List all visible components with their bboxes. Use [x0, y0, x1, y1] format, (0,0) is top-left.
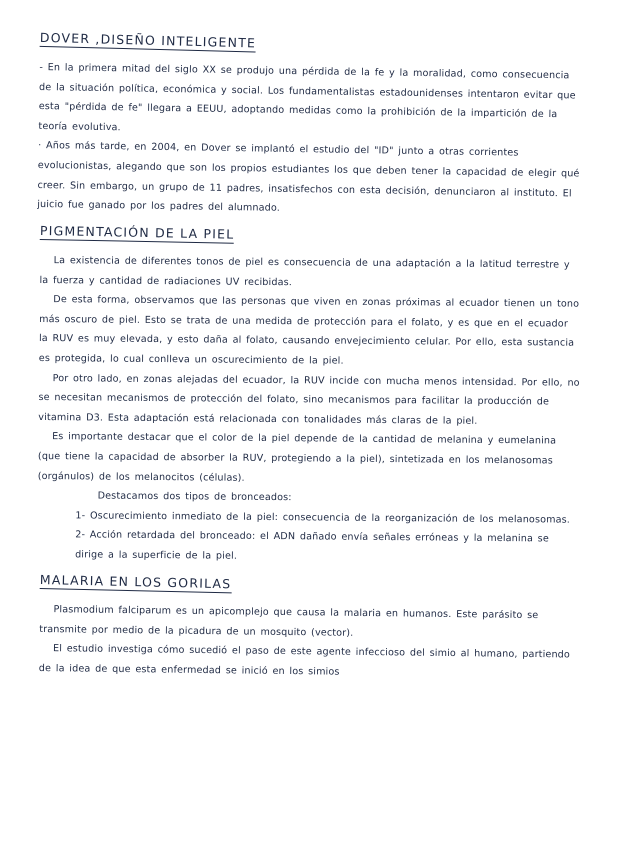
paragraph: El estudio investiga cómo sucedió el paso de este agente infeccioso del simio al humano, partiendo de la idea de que esta enfermedad se inició en los simios: [38, 643, 571, 678]
section-title-malaria: MALARIA EN LOS GORILAS: [39, 572, 232, 592]
paragraph: La existencia de diferentes tonos de piel es consecuencia de una adaptación a la latitud terrestre y la fuerza y cantidad de radiaciones UV recibidas.: [39, 254, 570, 288]
section-malaria: [39, 570, 582, 685]
paragraph: Destacamos dos tipos de bronceados:: [97, 490, 292, 504]
paragraph: Por otro lado, en zonas alejadas del ecuador, la RUV incide con mucha menos intensidad. Por ello, no se necesitan mecanismos de protección del folato, sino mecanismos para facilitar la producción de vitamina D3. Esta adaptación está relacionada con tonalidades más claras de la piel.: [38, 372, 580, 427]
paragraph: De esta forma, observamos que las personas que viven en zonas próximas al ecuador tienen un tono más oscuro de piel. Esto se trata de una medida de protección para el folato, y es que en el ecuador la RUV es muy elevada, y esto daña al folato, causando envejecimiento celular. Por ello, esta sustancia es protegida, lo cual conlleva un oscurecimiento de la piel.: [38, 294, 580, 367]
paragraph: Es importante destacar que el color de la piel depende de la cantidad de melanina y eumelanina (que tiene la capacidad de absorber la RUV, protegiendo a la piel), sintetizada en los melanosomas (orgánulos) de los melanocitos (células).: [37, 431, 557, 484]
paragraph: · Años más tarde, en 2004, en Dover se implantó el estudio del "ID" junto a otras corrientes evolucionistas, alegando que son los propios estudiantes los que deben tener la capacidad de elegir qué creer. Sin embargo, un grupo de 11 padres, insatisfechos con esta decisión, denunciaron al instituto. El juicio fue ganado por los padres del alumnado.: [37, 140, 580, 214]
section-title-dover: DOVER ,DISEÑO INTELIGENTE: [39, 29, 257, 51]
section-dover: [37, 28, 582, 223]
paragraph: Plasmodium falciparum es un apicomplejo que causa la malaria en humanos. Este parásito se transmite por medio de la picadura de un mosquito (vector).: [39, 604, 539, 639]
list-item: 1- Oscurecimiento inmediato de la piel: consecuencia de la reorganización de los melanosomas.: [75, 509, 571, 526]
list-item: 2- Acción retardada del bronceado: el ADN dañado envía señales erróneas y la melanina se dirige a la superficie de la piel.: [75, 529, 549, 562]
paragraph: - En la primera mitad del siglo XX se produjo una pérdida de la fe y la moralidad, como consecuencia de la situación política, económica y social. Los fundamentalistas estadounidenses intentaron evitar que esta "pérdida de fe" llegara a EEUU, adoptando medidas como la prohibición de la impartición de la teoría evolutiva.: [38, 61, 576, 134]
bronceado-list: [37, 505, 579, 569]
section-title-pigmentacion: PIGMENTACIÓN DE LA PIEL: [39, 222, 235, 242]
section-pigmentacion: [37, 221, 582, 569]
